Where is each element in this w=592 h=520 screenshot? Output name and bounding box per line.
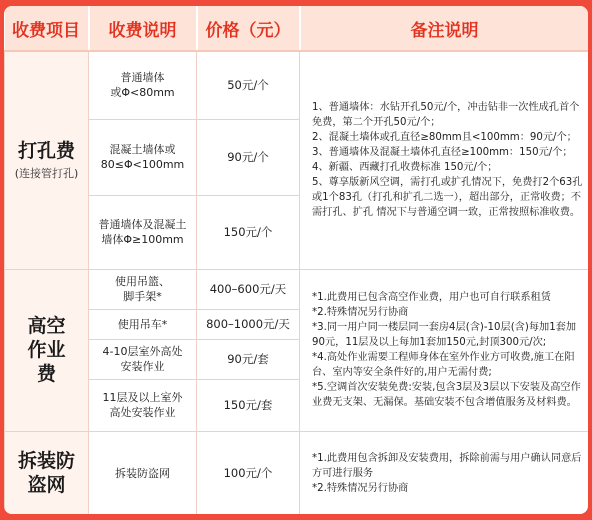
notes-high-altitude	[300, 269, 589, 431]
note-item: *1.此费用已包含高空作业费，用户也可自行联系租赁	[312, 292, 551, 303]
note-item: *2.特殊情况另行协商	[312, 482, 409, 494]
header-notes: 备注说明	[300, 6, 589, 51]
fee-description: 普通墙体及混凝土 墙体Φ≥100mm	[89, 195, 197, 269]
fee-price: 150元/个	[197, 195, 300, 269]
fee-table	[4, 6, 588, 514]
fee-description: 使用吊车*	[89, 309, 197, 339]
fee-price: 50元/个	[197, 51, 300, 119]
header-row	[5, 6, 589, 51]
fee-price: 150元/套	[197, 379, 300, 431]
category-drilling	[5, 51, 89, 269]
fee-price: 400–600元/天	[197, 269, 300, 309]
header-item: 收费项目	[5, 6, 89, 51]
note-item: 3、普通墙体及混凝土墙体孔直径≥100mm：150元/个；	[312, 147, 573, 159]
category-title: 打孔费	[17, 140, 75, 163]
note-item: *5.空调首次安装免费:安装,包含3层及3层以下安装及高空作业费无支架、无漏保。基础安装不包含增值服务及材料费。	[312, 382, 581, 408]
note-item: 5、尊享版新风空调，需打孔或扩孔情况下，免费打2个63孔或1个83孔（打孔和扩孔二选一），超出部分，正常收费；不需打孔、扩孔 情况下与普通空调一致，正常按照标准收费。	[312, 177, 583, 219]
category-title: 拆装防盗网	[18, 450, 76, 496]
header-price: 价格（元）	[197, 6, 300, 51]
fee-price: 90元/个	[197, 119, 300, 195]
notes-security-net	[300, 431, 589, 514]
note-item: *3.同一用户同一楼层同一套房4层(含)-10层(含)每加1套加90元，11层及以上每加1套加150元,封顶300元/次;	[312, 322, 577, 348]
category-security-net	[5, 431, 89, 514]
table-row	[5, 431, 589, 514]
fee-description: 拆装防盗网	[89, 431, 197, 514]
note-item: *4.高处作业需要工程师身体在室外作业方可收费,施工在阳台、室内等安全条件好的,用户无需付费;	[312, 352, 575, 378]
fee-description: 4-10层室外高处 安装作业	[89, 339, 197, 379]
fee-price: 800–1000元/天	[197, 309, 300, 339]
note-item: 4、新疆、西藏打孔收费标准 150元/个；	[312, 162, 498, 174]
note-item: *2.特殊情况另行协商	[312, 307, 409, 318]
fee-table-card	[4, 6, 588, 514]
fee-price: 100元/个	[197, 431, 300, 514]
note-item: 1、普通墙体：水钻开孔50元/个，冲击钻非一次性成孔首个免费，第二个开孔50元/个；	[312, 102, 580, 129]
notes-drilling	[300, 51, 589, 269]
header-description: 收费说明	[89, 6, 197, 51]
fee-description: 11层及以上室外 高处安装作业	[89, 379, 197, 431]
category-subtitle: (连接管打孔)	[14, 167, 79, 181]
note-item: *1.此费用包含拆卸及安装费用，拆除前需与用户确认同意后方可进行服务	[312, 452, 582, 479]
fee-description: 普通墙体 或Φ<80mm	[89, 51, 197, 119]
fee-description: 混凝土墙体或 80≤Φ<100mm	[89, 119, 197, 195]
category-title: 高空作业费	[27, 315, 66, 385]
note-item: 2、混凝土墙体或孔直径≥80mm且<100mm：90元/个；	[312, 132, 577, 144]
fee-description: 使用吊篮、 脚手架*	[89, 269, 197, 309]
table-row	[5, 51, 589, 119]
category-high-altitude	[5, 269, 89, 431]
fee-price: 90元/套	[197, 339, 300, 379]
table-row	[5, 269, 589, 309]
